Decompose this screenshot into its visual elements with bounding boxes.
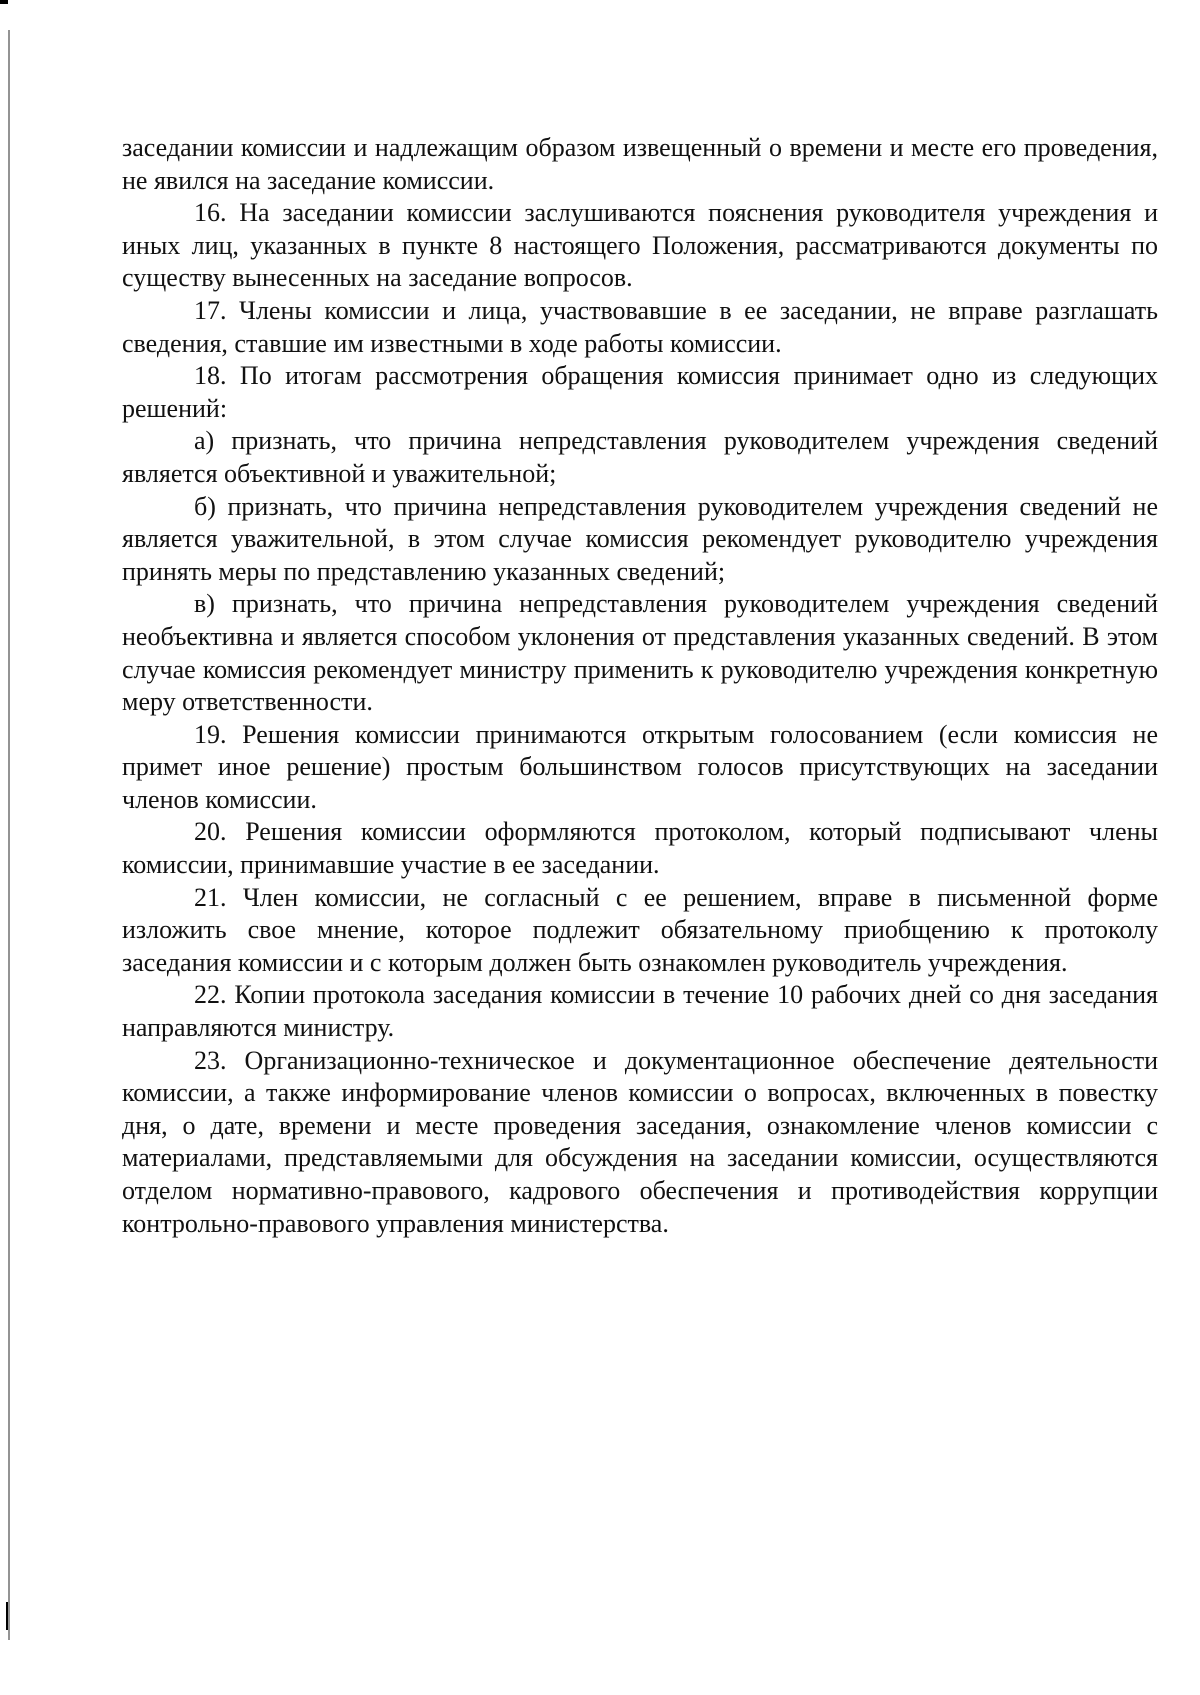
paragraph-22: 22. Копии протокола заседания комиссии в течение 10 рабочих дней со дня заседания направляются министру. <box>122 980 1158 1043</box>
paragraph-21: 21. Член комиссии, не согласный с ее решением, вправе в письменной форме изложить свое мнение, которое подлежит обязательному приобщению к протоколу заседания комиссии и с которым должен быть ознакомлен руководитель учреждения. <box>122 882 1158 977</box>
paragraph-18-a: а) признать, что причина непредставления руководителем учреждения сведений является объективной и уважительной; <box>122 426 1158 488</box>
document-body <box>122 132 1158 1240</box>
paragraph-continuation: заседании комиссии и надлежащим образом извещенный о времени и месте его проведения, не явился на заседание комиссии. <box>122 133 1158 195</box>
scan-bottom-mark <box>6 1602 8 1630</box>
paragraph-17: 17. Члены комиссии и лица, участвовавшие в ее заседании, не вправе разглашать сведения, ставшие им известными в ходе работы комиссии. <box>122 295 1158 358</box>
paragraph-18-v: в) признать, что причина непредставления руководителем учреждения сведений необъективна и является способом уклонения от представления указанных сведений. В этом случае комиссия рекомендует министру применить к руководителю учреждения конкретную меру ответственности. <box>122 589 1158 717</box>
paragraph-16: 16. На заседании комиссии заслушиваются пояснения руководителя учреждения и иных лиц, указанных в пункте 8 настоящего Положения, рассматриваются документы по существу вынесенных на заседание вопросов. <box>122 198 1158 293</box>
paragraph-23: 23. Организационно-техническое и документационное обеспечение деятельности комиссии, а также информирование членов комиссии о вопросах, включенных в повестку дня, о дате, времени и месте проведения заседания, ознакомление членов комиссии с материалами, представляемыми для обсуждения на заседании комиссии, осуществляются отделом нормативно-правового, кадрового обеспечения и противодействия коррупции контрольно-правового управления министерства. <box>122 1045 1158 1238</box>
paragraph-19: 19. Решения комиссии принимаются открытым голосованием (если комиссия не примет иное решение) простым большинством голосов присутствующих на заседании членов комиссии. <box>122 719 1158 814</box>
scan-left-edge-line <box>8 30 10 1640</box>
paragraph-20: 20. Решения комиссии оформляются протоколом, который подписывают члены комиссии, принимавшие участие в ее заседании. <box>122 817 1158 880</box>
paragraph-18-b: б) признать, что причина непредставления руководителем учреждения сведений не является уважительной, в этом случае комиссия рекомендует руководителю учреждения принять меры по представлению указанных сведений; <box>122 491 1158 586</box>
paragraph-18: 18. По итогам рассмотрения обращения комиссия принимает одно из следующих решений: <box>122 361 1158 423</box>
scan-corner-mark <box>0 0 8 4</box>
